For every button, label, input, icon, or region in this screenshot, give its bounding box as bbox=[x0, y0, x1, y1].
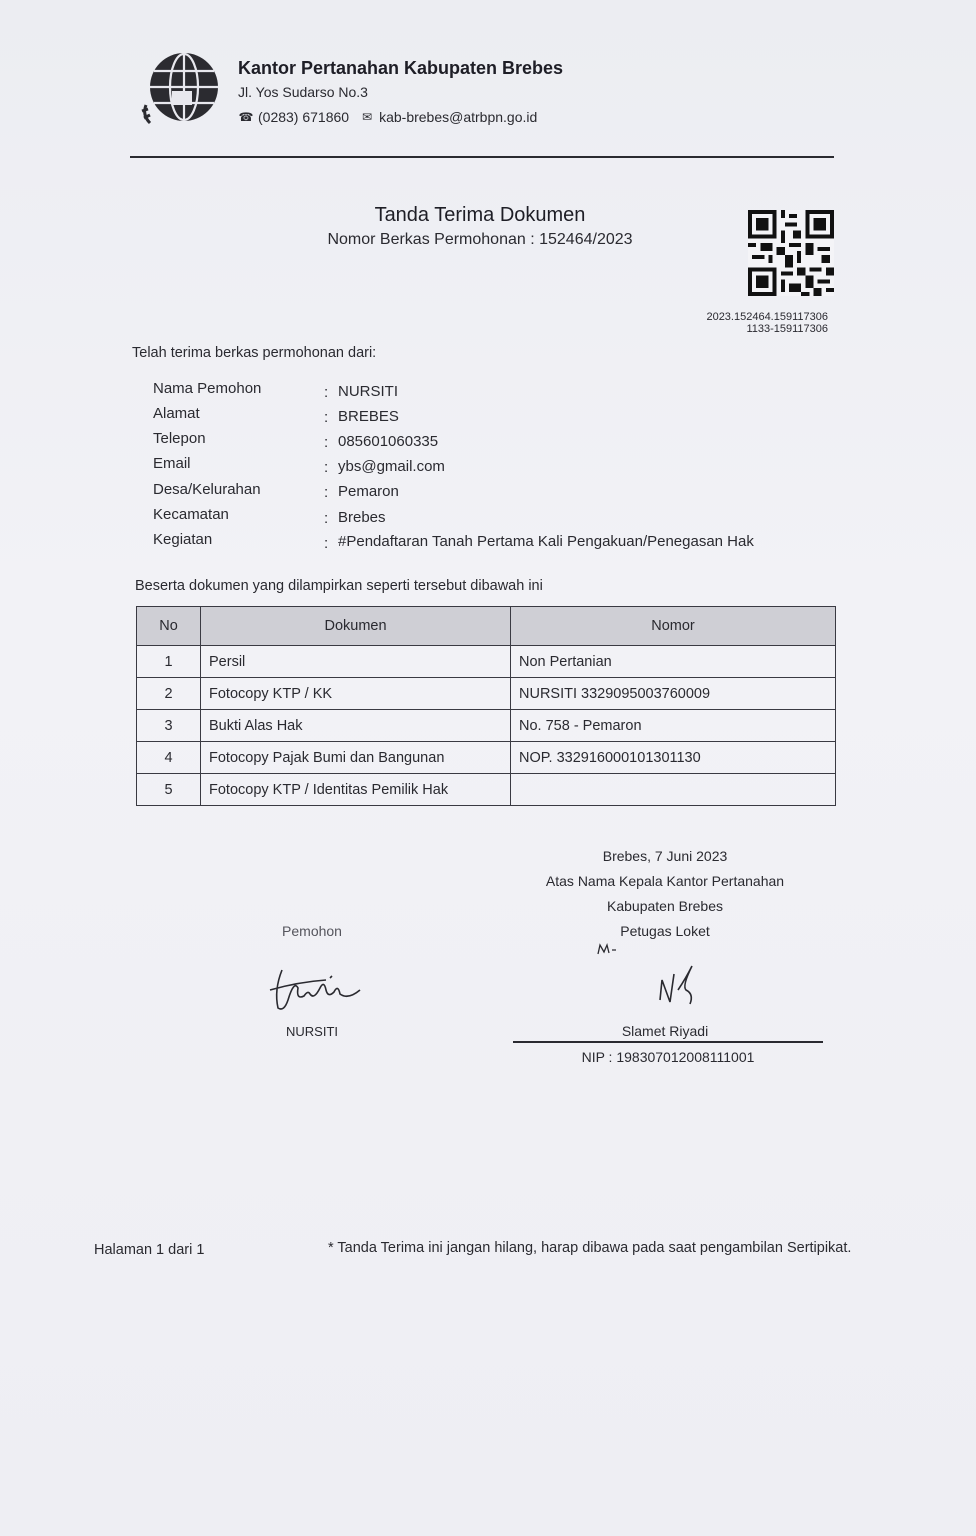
row-no: 3 bbox=[137, 710, 201, 742]
org-phone: (0283) 671860 bbox=[258, 109, 350, 125]
field-value-activity: #Pendaftaran Tanah Pertama Kali Pengakuan/Penegasan Hak bbox=[338, 533, 754, 550]
agency-logo bbox=[138, 45, 224, 131]
qr-reference bbox=[650, 311, 828, 335]
table-row bbox=[137, 742, 836, 774]
mail-icon: ✉ bbox=[362, 110, 373, 124]
table-header-row bbox=[137, 607, 836, 646]
applicant-signature bbox=[268, 960, 368, 1021]
qr-reference-line-1: 2023.152464.159117306 bbox=[706, 311, 828, 323]
field-value-phone: 085601060335 bbox=[338, 433, 439, 450]
qr-code-icon bbox=[748, 210, 834, 296]
intro-text: Telah terima berkas permohonan dari: bbox=[132, 345, 377, 361]
field-value-name: NURSITI bbox=[338, 383, 398, 400]
field-label: Telepon bbox=[153, 430, 206, 447]
row-no: 1 bbox=[137, 646, 201, 678]
row-number: Non Pertanian bbox=[511, 646, 836, 678]
field-colon: : bbox=[324, 484, 329, 501]
header-divider bbox=[130, 156, 834, 158]
row-document: Persil bbox=[201, 646, 511, 678]
field-colon: : bbox=[324, 459, 329, 476]
footer-note: * Tanda Terima ini jangan hilang, harap dibawa pada saat pengambilan Sertipikat. bbox=[328, 1240, 852, 1256]
field-value-district: Brebes bbox=[338, 509, 386, 526]
field-colon: : bbox=[324, 535, 329, 552]
field-label: Kecamatan bbox=[153, 506, 229, 523]
qr-reference-line-2: 1133-159117306 bbox=[746, 323, 828, 335]
field-label: Email bbox=[153, 455, 191, 472]
field-label: Kegiatan bbox=[153, 531, 213, 548]
officer-signature bbox=[652, 960, 702, 1017]
field-value-village: Pemaron bbox=[338, 483, 399, 500]
org-name: Kantor Pertanahan Kabupaten Brebes bbox=[238, 58, 564, 78]
row-number bbox=[511, 774, 836, 806]
row-document: Fotocopy KTP / Identitas Pemilik Hak bbox=[201, 774, 511, 806]
applicant-name: NURSITI bbox=[286, 1024, 338, 1039]
officer-nip: NIP : 198307012008111001 bbox=[581, 1049, 755, 1065]
column-header-no: No bbox=[137, 607, 201, 646]
table-row bbox=[137, 646, 836, 678]
row-number: NOP. 332916000101301130 bbox=[511, 742, 836, 774]
row-number: NURSITI 3329095003760009 bbox=[511, 678, 836, 710]
table-row bbox=[137, 774, 836, 806]
field-label: Alamat bbox=[153, 405, 200, 422]
initial-mark bbox=[596, 942, 618, 961]
table-row bbox=[137, 678, 836, 710]
officer-name: Slamet Riyadi bbox=[621, 1023, 709, 1039]
officer-role: Petugas Loket bbox=[620, 923, 710, 939]
row-document: Fotocopy Pajak Bumi dan Bangunan bbox=[201, 742, 511, 774]
field-label: Nama Pemohon bbox=[153, 380, 262, 397]
field-value-address: BREBES bbox=[338, 408, 399, 425]
phone-icon: ☎ bbox=[238, 110, 254, 124]
row-number: No. 758 - Pemaron bbox=[511, 710, 836, 742]
org-contact bbox=[238, 109, 537, 125]
field-colon: : bbox=[324, 510, 329, 527]
column-header-document: Dokumen bbox=[201, 607, 511, 646]
on-behalf-text: Atas Nama Kepala Kantor Pertanahan bbox=[545, 873, 785, 889]
row-no: 2 bbox=[137, 678, 201, 710]
place-date: Brebes, 7 Juni 2023 bbox=[602, 848, 728, 864]
row-no: 5 bbox=[137, 774, 201, 806]
row-document: Bukti Alas Hak bbox=[201, 710, 511, 742]
attachments-intro: Beserta dokumen yang dilampirkan seperti tersebut dibawah ini bbox=[135, 578, 543, 594]
applicant-role: Pemohon bbox=[282, 923, 342, 939]
field-colon: : bbox=[324, 384, 329, 401]
table-row bbox=[137, 710, 836, 742]
field-colon: : bbox=[324, 409, 329, 426]
documents-table bbox=[136, 606, 836, 806]
row-document: Fotocopy KTP / KK bbox=[201, 678, 511, 710]
field-colon: : bbox=[324, 434, 329, 451]
org-address: Jl. Yos Sudarso No.3 bbox=[238, 84, 368, 100]
application-number: Nomor Berkas Permohonan : 152464/2023 bbox=[327, 231, 633, 248]
field-label: Desa/Kelurahan bbox=[153, 481, 261, 498]
signature-line bbox=[513, 1041, 823, 1043]
page-number: Halaman 1 dari 1 bbox=[94, 1242, 205, 1258]
field-value-email: ybs@gmail.com bbox=[338, 458, 445, 475]
document-title: Tanda Terima Dokumen bbox=[374, 204, 586, 226]
row-no: 4 bbox=[137, 742, 201, 774]
column-header-number: Nomor bbox=[511, 607, 836, 646]
office-name: Kabupaten Brebes bbox=[607, 898, 723, 914]
org-email: kab-brebes@atrbpn.go.id bbox=[379, 109, 538, 125]
